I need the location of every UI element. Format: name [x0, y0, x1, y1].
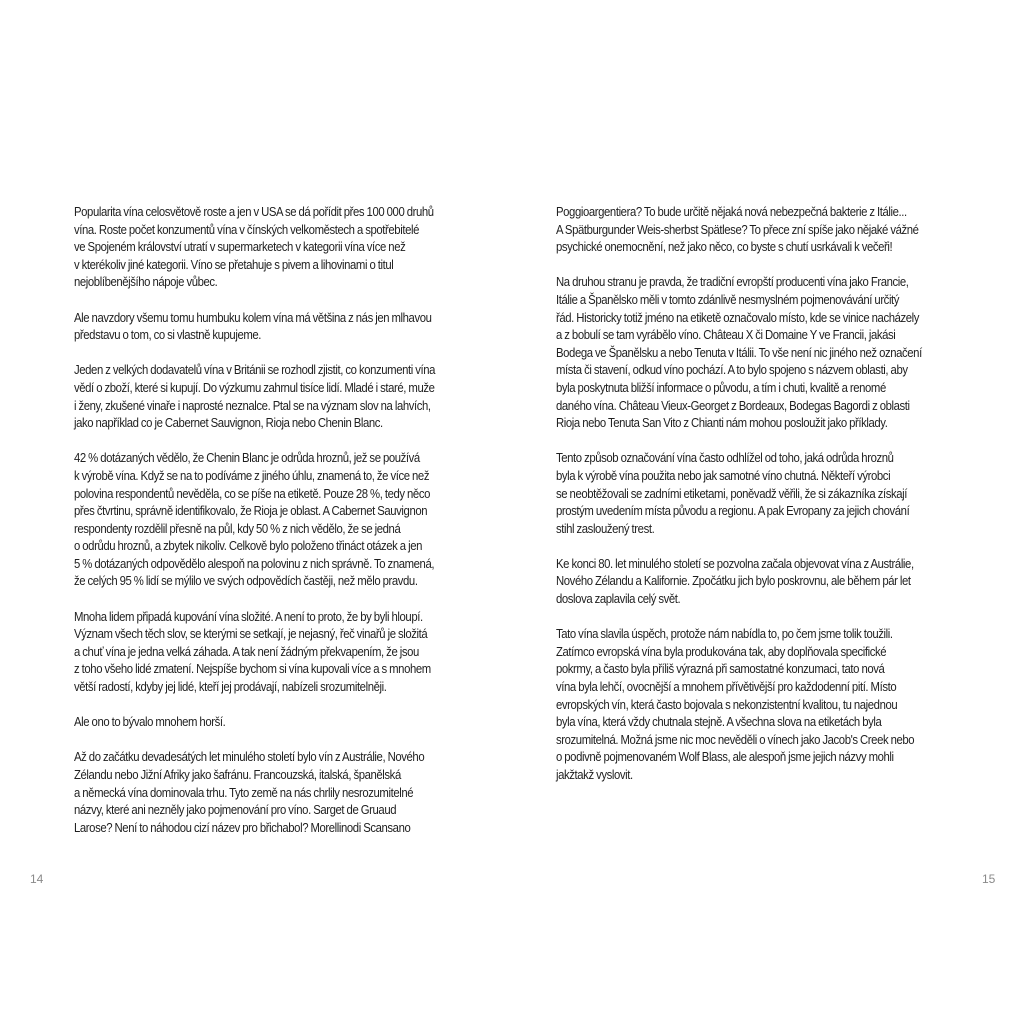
text-line: Zélandu nebo Jižní Afriky jako šafránu. Francouzská, italská, španělská [74, 768, 401, 782]
text-line: evropských vín, která často bojovala s nekonzistentní kvalitou, tu najednou [556, 697, 898, 712]
text-line: Ke konci 80. let minulého století se pozvolna začala objevovat vína z Austrálie, [556, 556, 914, 571]
paragraph [556, 204, 963, 257]
right-page [512, 0, 1024, 1024]
paragraph [74, 714, 470, 732]
text-line: Tento způsob označování vína často odhlížel od toho, jaká odrůda hroznů [556, 451, 894, 466]
text-line: byla vína, která vždy chutnala stejně. A všechna slova na etiketách byla [556, 715, 882, 730]
text-line: Ale navzdory všemu tomu humbuku kolem vína má většina z nás jen mlhavou [74, 310, 432, 325]
text-line: doslova zaplavila celý svět. [556, 592, 681, 607]
page-number-right: 15 [982, 872, 996, 886]
text-line: o podivně pojmenovaném Wolf Blass, ale alespoň jsme jejich názvy mohli [556, 750, 894, 765]
text-line: že celých 95 % lidí se mýlilo ve svých odpovědích častěji, než mělo pravdu. [74, 574, 418, 589]
text-line: Na druhou stranu je pravda, že tradiční evropští producenti vína jako Francie, [556, 275, 909, 290]
text-line: a chuť vína je jedna velká záhada. A tak není žádným překvapením, že jsou [74, 644, 419, 659]
text-line: Rioja nebo Tenuta San Vito z Chianti nám mohou posloužit jako příklady. [556, 416, 888, 431]
left-text-column [74, 204, 470, 855]
text-line: větší radostí, kdyby jej lidé, kteří jej prodávají, nabízeli srozumitelněji. [74, 680, 387, 695]
paragraph [74, 362, 470, 432]
text-line: Mnoha lidem připadá kupování vína složité. A není to proto, že by byli hloupí. [74, 609, 423, 624]
text-line: byla k výrobě vína použita nebo jak samotné víno chutná. Někteří výrobci [556, 468, 891, 483]
text-line: 5 % dotázaných odpovědělo alespoň na polovinu z nich správně. To znamená, [74, 556, 435, 571]
text-line: vína byla lehčí, ovocnější a mnohem přívětivější pro každodenní pití. Místo [556, 680, 897, 695]
text-line: se neobtěžovali se zadními etiketami, poněvadž věřili, že si zákazníka získají [556, 486, 907, 501]
text-line: Ale ono to bývalo mnohem horší. [74, 715, 226, 730]
text-line: Až do začátku devadesátých let minulého století bylo vín z Austrálie, Nového [74, 750, 425, 765]
text-line: ve Spojeném království utratí v supermarketech v kategorii vína více než [74, 240, 406, 255]
paragraph [556, 450, 963, 538]
text-line: místa či stavení, odkud víno pochází. A to bylo spojeno s názvem oblasti, aby [556, 363, 908, 378]
text-line: řád. Historicky totiž jméno na etiketě označovalo místo, kde se vinice nacházely [556, 310, 920, 325]
text-line: A Spätburgunder Weis-sherbst Spätlese? To přece zní spíše jako nějaké vážné [556, 222, 919, 237]
text-line: stihl zasloužený trest. [556, 521, 655, 536]
text-line: Poggioargentiera? To bude určitě nějaká nová nebezpečná bakterie z Itálie... [556, 205, 907, 219]
text-line: daného vína. Château Vieux-Georget z Bordeaux, Bodegas Bagordi z oblasti [556, 398, 910, 413]
text-line: i ženy, zkušené vinaře i naprosté neznalce. Ptal se na význam slov na lahvích, [74, 398, 431, 413]
paragraph [74, 204, 470, 292]
paragraph [556, 556, 963, 609]
text-line: nejoblíbenějšího nápoje vůbec. [74, 275, 218, 290]
text-line: prostým uvedením místa původu a regionu. A pak Evropany za jejich chování [556, 504, 910, 519]
text-line: Popularita vína celosvětově roste a jen v USA se dá pořídit přes 100 000 druhů [74, 205, 434, 219]
text-line: byla poskytnuta bližší informace o původu, a tím i chuti, kvalitě a renomé [556, 380, 886, 395]
text-line: jakžtakž vyslovit. [556, 768, 633, 782]
text-line: srozumitelná. Možná jsme nic moc nevěděli o vínech jako Jacob's Creek nebo [556, 732, 915, 747]
text-line: respondenty rozdělil přesně na půl, kdy 50 % z nich vědělo, že se jedná [74, 521, 401, 536]
text-line: Itálie a Španělsko měli v tomto zdánlivě nesmyslném pojmenovávání určitý [556, 292, 900, 307]
page-number-left: 14 [30, 872, 44, 886]
paragraph [74, 609, 470, 697]
text-line: a německá vína dominovala trhu. Tyto země na nás chrlily nesrozumitelné [74, 785, 414, 800]
right-text-column [556, 204, 963, 802]
paragraph [74, 450, 470, 591]
text-line: názvy, které ani nezněly jako pojmenování pro víno. Sarget de Gruaud [74, 803, 397, 818]
text-line: Bodega ve Španělsku a nebo Tenuta v Itálii. To vše není nic jiného než označení [556, 345, 922, 360]
text-line: pokrmy, a často byla příliš výrazná při samostatné konzumaci, tato nová [556, 662, 885, 677]
text-line: přes čtvrtinu, správně identifikovalo, že Rioja je oblast. A Cabernet Sauvignon [74, 504, 428, 519]
text-line: 42 % dotázaných vědělo, že Chenin Blanc je odrůda hroznů, jež se používá [74, 451, 420, 466]
paragraph [74, 310, 470, 345]
text-line: vědí o zboží, které si kupují. Do výzkumu zahrnul tisíce lidí. Mladé i staré, muže [74, 380, 435, 395]
paragraph [556, 626, 963, 784]
text-line: Jeden z velkých dodavatelů vína v Británii se rozhodl zjistit, co konzumenti vína [74, 363, 436, 378]
text-line: jako například co je Cabernet Sauvignon, Rioja nebo Chenin Blanc. [74, 416, 383, 431]
text-line: Tato vína slavila úspěch, protože nám nabídla to, po čem jsme tolik toužili. [556, 627, 893, 642]
text-line: o odrůdu hroznů, a zbytek nikoliv. Celkově bylo položeno třináct otázek a jen [74, 539, 422, 554]
text-line: k výrobě vína. Když se na to podíváme z jiného úhlu, znamená to, že více než [74, 468, 430, 483]
text-line: Zatímco evropská vína byla produkována tak, aby doplňovala specifické [556, 644, 887, 659]
text-line: z toho všeho lidé zmatení. Nejspíše bychom si vína kupovali více a s mnohem [74, 662, 431, 677]
text-line: v kterékoliv jiné kategorii. Víno se přetahuje s pivem a lihovinami o titul [74, 257, 394, 272]
text-line: představu o tom, co si vlastně kupujeme. [74, 328, 262, 343]
text-line: a z bobulí se tam vyrábělo víno. Château X či Domaine Y ve Francii, jakási [556, 328, 896, 343]
text-line: Larose? Není to náhodou cizí název pro břichabol? Morellinodi Scansano [74, 820, 411, 835]
paragraph [74, 749, 470, 837]
text-line: Význam všech těch slov, se kterými se setkají, je nejasný, řeč vinařů je složitá [74, 627, 428, 642]
text-line: Nového Zélandu a Kalifornie. Zpočátku jich bylo poskrovnu, ale během pár let [556, 574, 911, 589]
paragraph [556, 274, 963, 432]
text-line: vína. Roste počet konzumentů vína v čínských velkoměstech a spotřebitelé [74, 222, 419, 237]
text-line: polovina respondentů nevěděla, co se píše na etiketě. Pouze 28 %, tedy něco [74, 486, 430, 501]
text-line: psychické onemocnění, než jako něco, co byste s chutí usrkávali k večeři! [556, 240, 893, 255]
